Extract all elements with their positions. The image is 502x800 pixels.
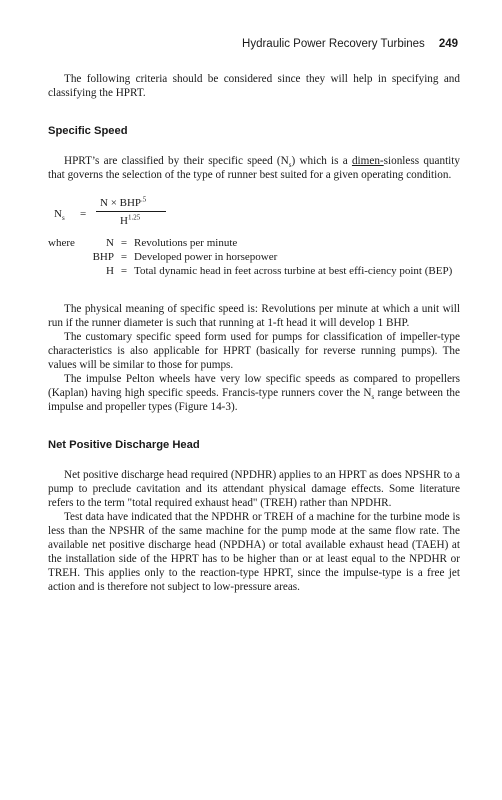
text-fragment: HPRT’s are classified by their specific speed (N [64,155,289,167]
intro-paragraph: The following criteria should be considered since they will help in specifying and classifying the HPRT. [48,73,460,99]
formula-numerator [100,196,146,210]
specific-speed-paragraph-3: The customary specific speed form used for pumps for classification of impeller-type characteristics is also applicable for HPRT (basically for reverse running pumps). The values will be similar to those for pumps. [48,331,460,371]
specific-speed-paragraph-2: The physical meaning of specific speed is: Revolutions per minute at which a unit will run if the runner diameter is such that running at 1-ft head it will develop 1 BHP. [48,303,460,329]
definitions-lead: where [48,237,75,249]
fraction-bar [96,211,166,212]
formula-denominator-exponent: 1.25 [127,213,141,222]
formula-denominator [120,214,140,228]
definition-text: Revolutions per minute [134,237,238,249]
formula-numerator-exponent: .5 [141,195,147,204]
text-fragment: range between the impulse and propeller types (Figure 14-3). [48,387,460,413]
page-number: 249 [438,38,458,50]
underlined-word: dimen- [351,155,384,167]
definition-equals: = [120,237,128,249]
definition-symbol: N [106,237,114,249]
specific-speed-paragraph-1 [48,154,460,182]
definition-row [48,250,460,264]
text-fragment: sionless quantity that governs the selection of the type of runner best suited for a given operating condition. [48,155,460,181]
specific-speed-paragraph-4 [48,372,460,414]
formula-lhs-subscript: s [61,214,65,223]
running-head [242,38,458,50]
npdh-paragraph-2: Test data have indicated that the NPDHR or TREH of a machine for the turbine mode is less than the NPSHR of the same machine for the pump mode at the same flow rate. The available net positive discharge head (NPDHA) or total available exhaust head (TAEH) at the installation side of the HPRT has to be higher than or at least equal to the NPDHR or TREH. This applies only to the reaction-type HPRT, since the impulse-type is a free jet action and is therefore not subject to low-pressure areas. [48,511,460,593]
text-fragment: The impulse Pelton wheels have very low specific speeds as compared to propellers (Kaplan) having high specific speeds. Francis-type runners cover the N [48,373,460,399]
definition-equals: = [120,265,128,277]
text-fragment: ) which is a [291,155,352,167]
npdh-paragraph-1: Net positive discharge head required (NPDHR) applies to an HPRT as does NPSHR to a pump to preclude cavitation and its attendant physical damage effects. Some literature refers to the term "total required exhaust head" (TREH) rather than NPDHR. [48,469,460,509]
definition-text: Developed power in horsepower [134,251,278,263]
definition-text: Total dynamic head in feet across turbine at best effi-ciency point (BEP) [134,265,453,277]
formula-numerator-text: N × BHP [100,197,142,209]
page-body [48,72,460,594]
specific-speed-formula [54,196,460,230]
definition-row [48,264,460,278]
subscript: s [288,161,292,170]
variable-definitions [48,236,460,278]
running-head-title: Hydraulic Power Recovery Turbines [242,38,425,50]
definition-row [48,236,460,250]
formula-lhs-symbol: N [54,208,62,220]
section-heading-npdh: Net Positive Discharge Head [48,439,200,451]
definition-symbol: BHP [92,251,114,263]
subscript: s [371,393,375,402]
formula-lhs [54,207,65,221]
definition-symbol: H [106,265,114,277]
section-heading-specific-speed: Specific Speed [48,125,128,137]
formula-equals: = [80,208,87,220]
definition-equals: = [120,251,128,263]
formula-denominator-text: H [120,215,128,227]
